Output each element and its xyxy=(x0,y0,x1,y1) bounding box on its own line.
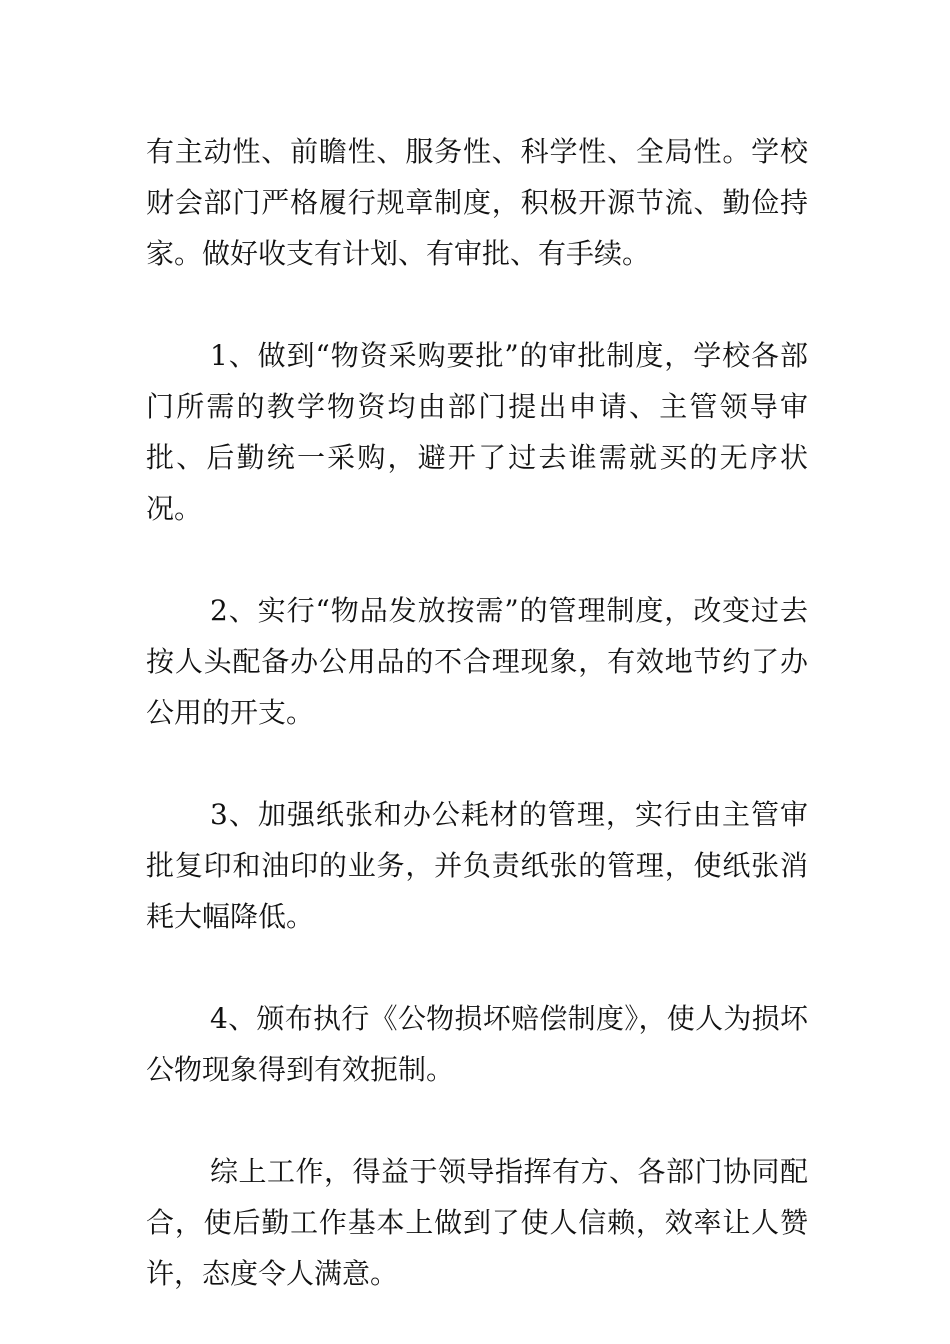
paragraph-item-4: 4、颁布执行《公物损坏赔偿制度》，使人为损坏公物现象得到有效扼制。 xyxy=(146,1002,808,1086)
paragraph-item-1: 1、做到“物资采购要批”的审批制度，学校各部门所需的教学物资均由部门提出申请、主管领导审批、后勤统一采购，避开了过去谁需就买的无序状况。 xyxy=(146,339,808,525)
paragraph-intro: 有主动性、前瞻性、服务性、科学性、全局性。学校财会部门严格履行规章制度，积极开源节流、勤俭持家。做好收支有计划、有审批、有手续。 xyxy=(146,135,808,270)
paragraph-summary: 综上工作，得益于领导指挥有方、各部门协同配合，使后勤工作基本上做到了使人信赖，效率让人赞许，态度令人满意。 xyxy=(146,1155,808,1290)
paragraph-item-3: 3、加强纸张和办公耗材的管理，实行由主管审批复印和油印的业务，并负责纸张的管理，使纸张消耗大幅降低。 xyxy=(146,798,808,933)
document-body xyxy=(146,126,808,1299)
paragraph-item-2: 2、实行“物品发放按需”的管理制度，改变过去按人头配备办公用品的不合理现象，有效地节约了办公用的开支。 xyxy=(146,594,808,729)
